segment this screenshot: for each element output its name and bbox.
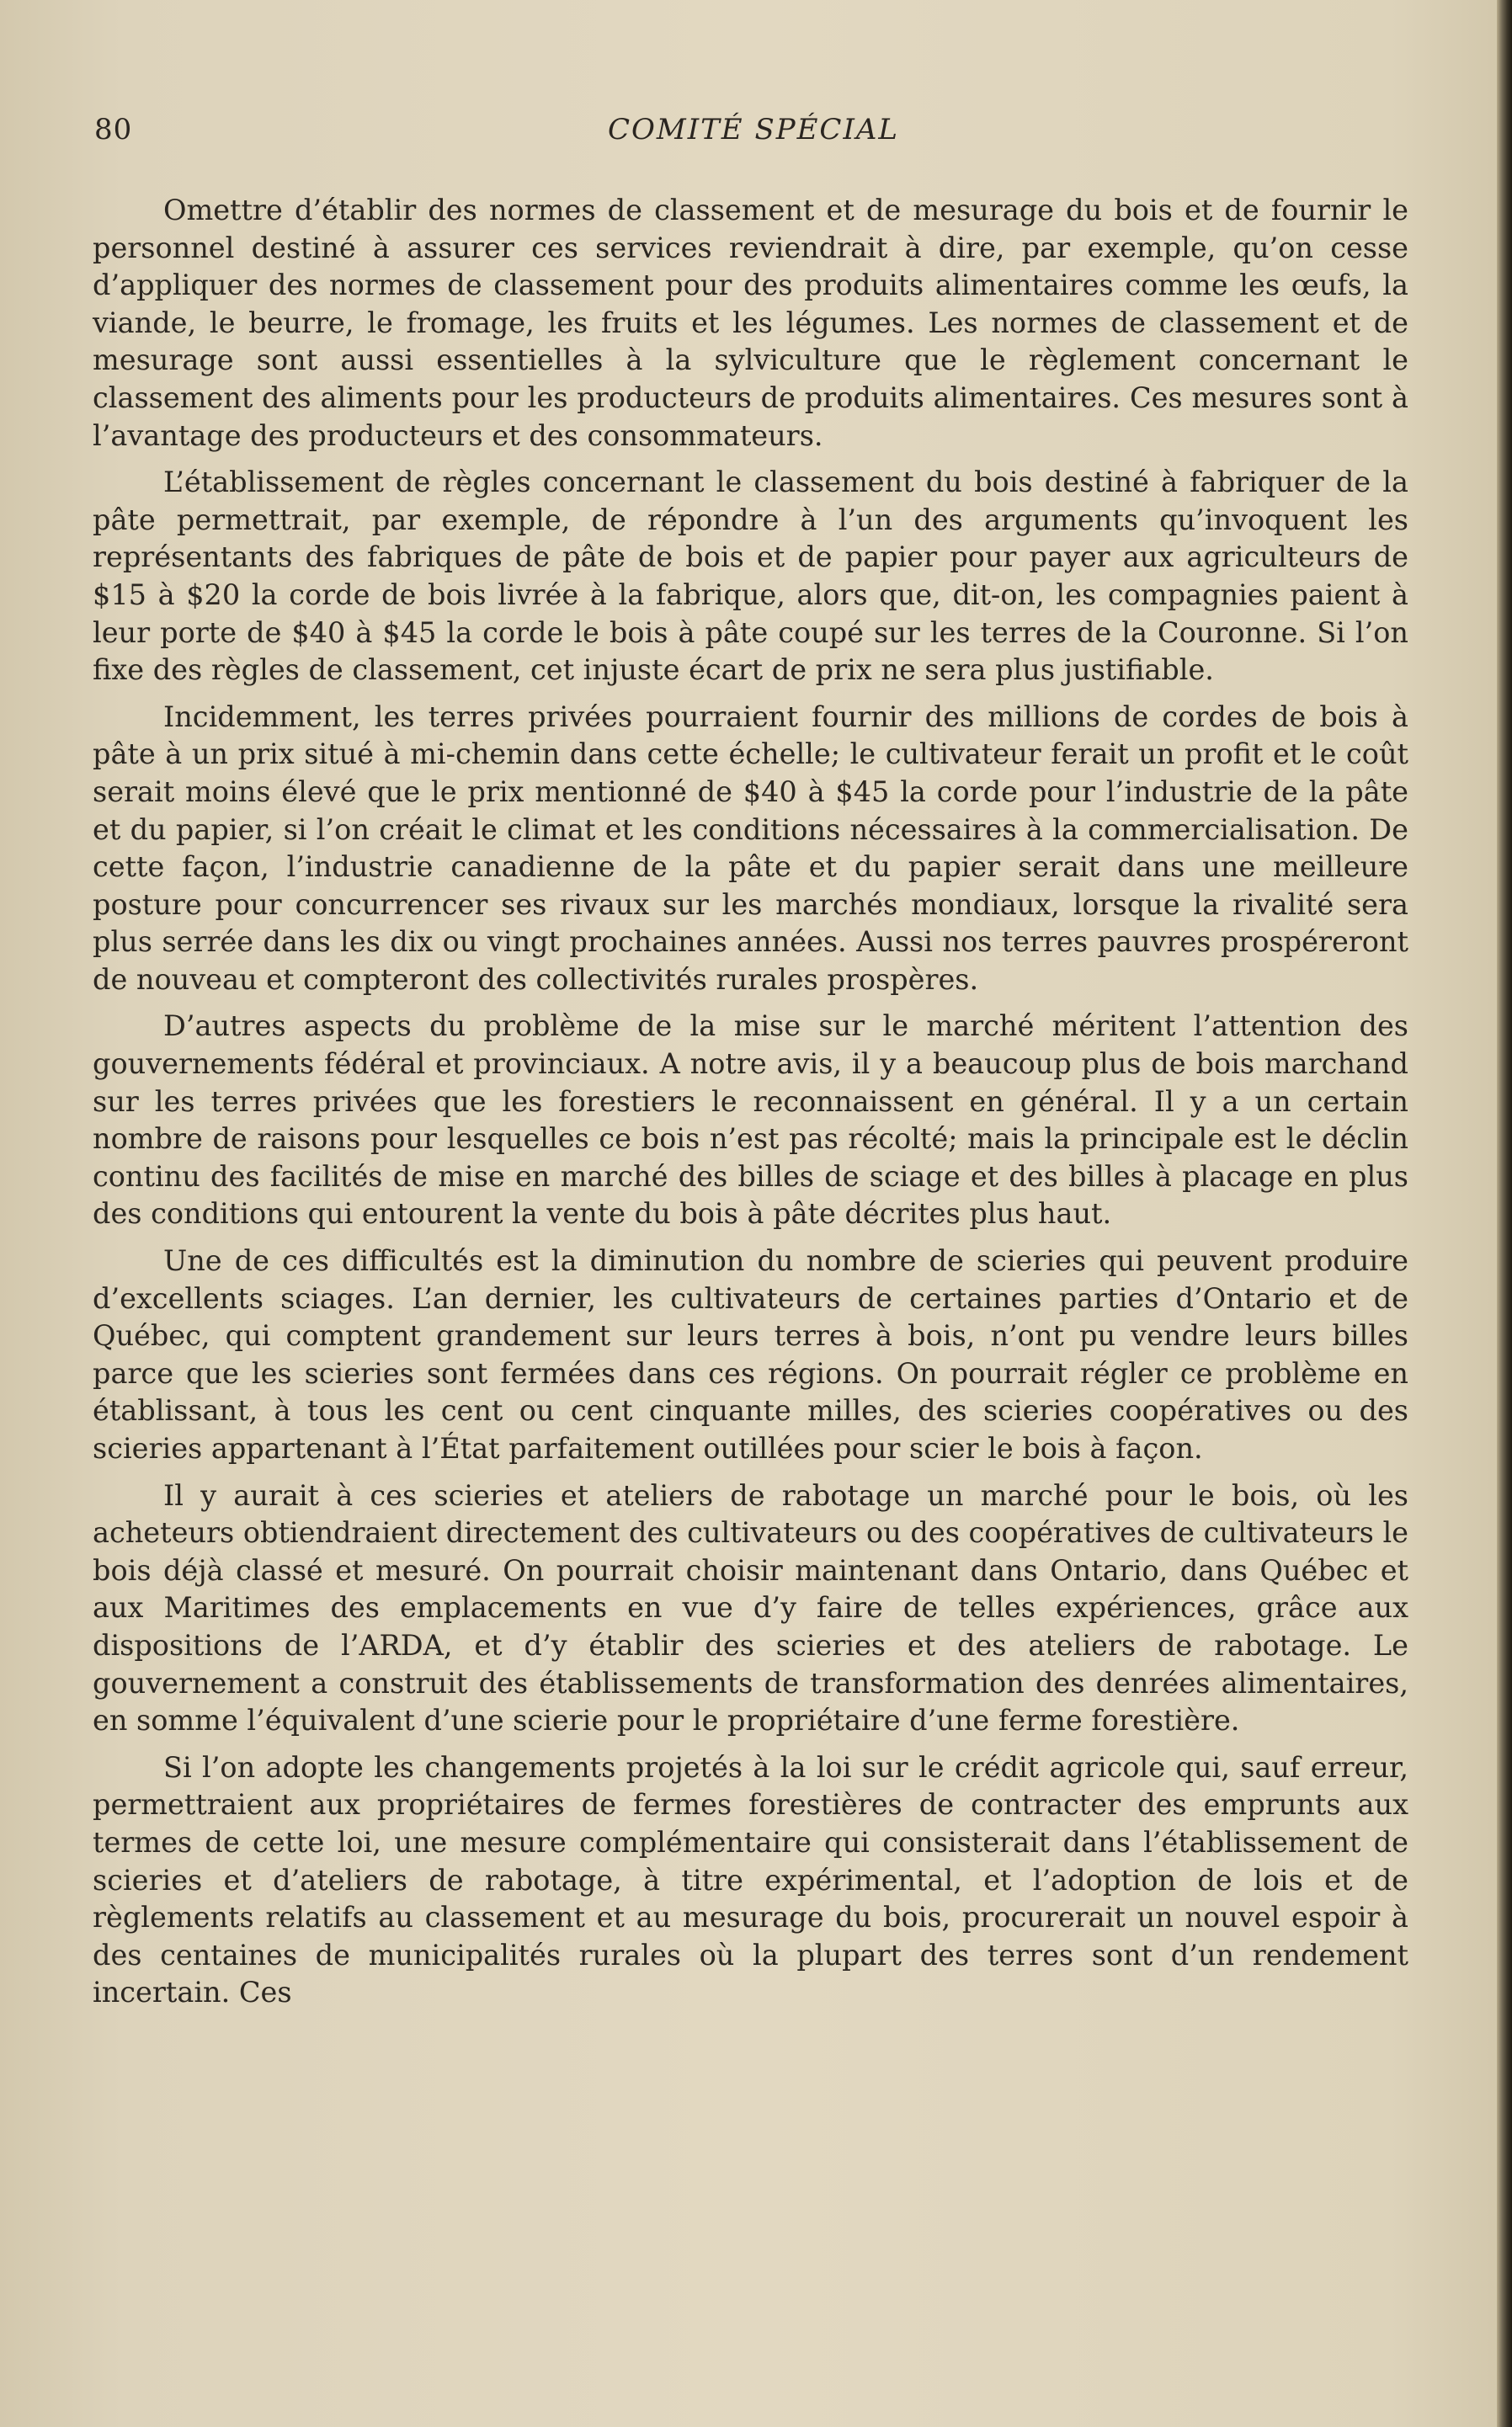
paragraph: L’établissement de règles concernant le classement du bois destiné à fabriquer de la pâte permettrait, par exemple, de répondre à l’un des arguments qu’invoquent les représentants des fabriques de pâte de bois et de papier pour payer aux agriculteurs de $15 à $20 la corde de bois livrée à la fabrique, alors que, dit-on, les compagnies paient à leur porte de $40 à $45 la corde le bois à pâte coupé sur les terres de la Couronne. Si l’on fixe des règles de classement, cet injuste écart de prix ne sera plus justifiable. <box>93 466 1408 687</box>
running-head: COMITÉ SPÉCIAL <box>608 113 900 146</box>
paragraph: Si l’on adopte les changements projetés à la loi sur le crédit agricole qui, sauf erreur, permettraient aux propriétaires de fermes forestières de contracter des emprunts aux termes de cette loi, une mesure complémentaire qui consisterait dans l’établissement de scieries et d’ateliers de rabotage, à titre expérimental, et l’adoption de lois et de règlements relatifs au classement et au mesurage du bois, procurerait un nouvel espoir à des centaines de municipalités rurales où la plupart des terres sont d’un rendement incertain. Ces <box>93 1750 1408 2009</box>
page-binding-edge <box>1497 0 1512 2427</box>
paragraph: Il y aurait à ces scieries et ateliers de rabotage un marché pour le bois, où les acheteurs obtiendraient directement des cultivateurs ou des coopératives de cultivateurs le bois déjà classé et mesuré. On pourrait choisir maintenant dans Ontario, dans Québec et aux Maritimes des emplacements en vue d’y faire de telles expériences, grâce aux dispositions de l’ARDA, et d’y établir des scieries et des ateliers de rabotage. Le gouvernement a construit des établissements de transformation des denrées alimentaires, en somme l’équivalent d’une scierie pour le propriétaire d’une ferme forestière. <box>93 1478 1408 1738</box>
body-text <box>93 192 1408 2021</box>
paragraph: Incidemment, les terres privées pourraient fournir des millions de cordes de bois à pâte à un prix situé à mi-chemin dans cette échelle; le cultivateur ferait un profit et le coût serait moins élevé que le prix mentionné de $40 à $45 la corde pour l’industrie de la pâte et du papier, si l’on créait le climat et les conditions nécessaires à la commercialisation. De cette façon, l’industrie canadienne de la pâte et du papier serait dans une meilleure posture pour concurrencer ses rivaux sur les marchés mondiaux, lorsque la rivalité sera plus serrée dans les dix ou vingt prochaines années. Aussi nos terres pauvres prospéreront de nouveau et compteront des collectivités rurales prospères. <box>93 700 1408 996</box>
page-number: 80 <box>94 113 133 146</box>
page-header <box>94 113 1408 163</box>
paragraph: Une de ces difficultés est la diminution du nombre de scieries qui peuvent produire d’excellents sciages. L’an dernier, les cultivateurs de certaines parties d’Ontario et de Québec, qui comptent grandement sur leurs terres à bois, n’ont pu vendre leurs billes parce que les scieries sont fermées dans ces régions. On pourrait régler ce problème en établissant, à tous les cent ou cent cinquante milles, des scieries coopératives ou des scieries appartenant à l’État parfaitement outillées pour scier le bois à façon. <box>93 1244 1408 1465</box>
paragraph: Omettre d’établir des normes de classement et de mesurage du bois et de fournir le personnel destiné à assurer ces services reviendrait à dire, par exemple, qu’on cesse d’appliquer des normes de classement pour des produits alimentaires comme les œufs, la viande, le beurre, le fromage, les fruits et les légumes. Les normes de classement et de mesurage sont aussi essentielles à la sylviculture que le règlement concernant le classement des aliments pour les producteurs de produits alimentaires. Ces mesures sont à l’avantage des producteurs et des consommateurs. <box>93 194 1408 452</box>
paragraph: D’autres aspects du problème de la mise sur le marché méritent l’attention des gouvernements fédéral et provinciaux. A notre avis, il y a beaucoup plus de bois marchand sur les terres privées que les forestiers le reconnaissent en général. Il y a un certain nombre de raisons pour lesquelles ce bois n’est pas récolté; mais la principale est le déclin continu des facilités de mise en marché des billes de sciage et des billes à placage en plus des conditions qui entourent la vente du bois à pâte décrites plus haut. <box>93 1009 1408 1231</box>
